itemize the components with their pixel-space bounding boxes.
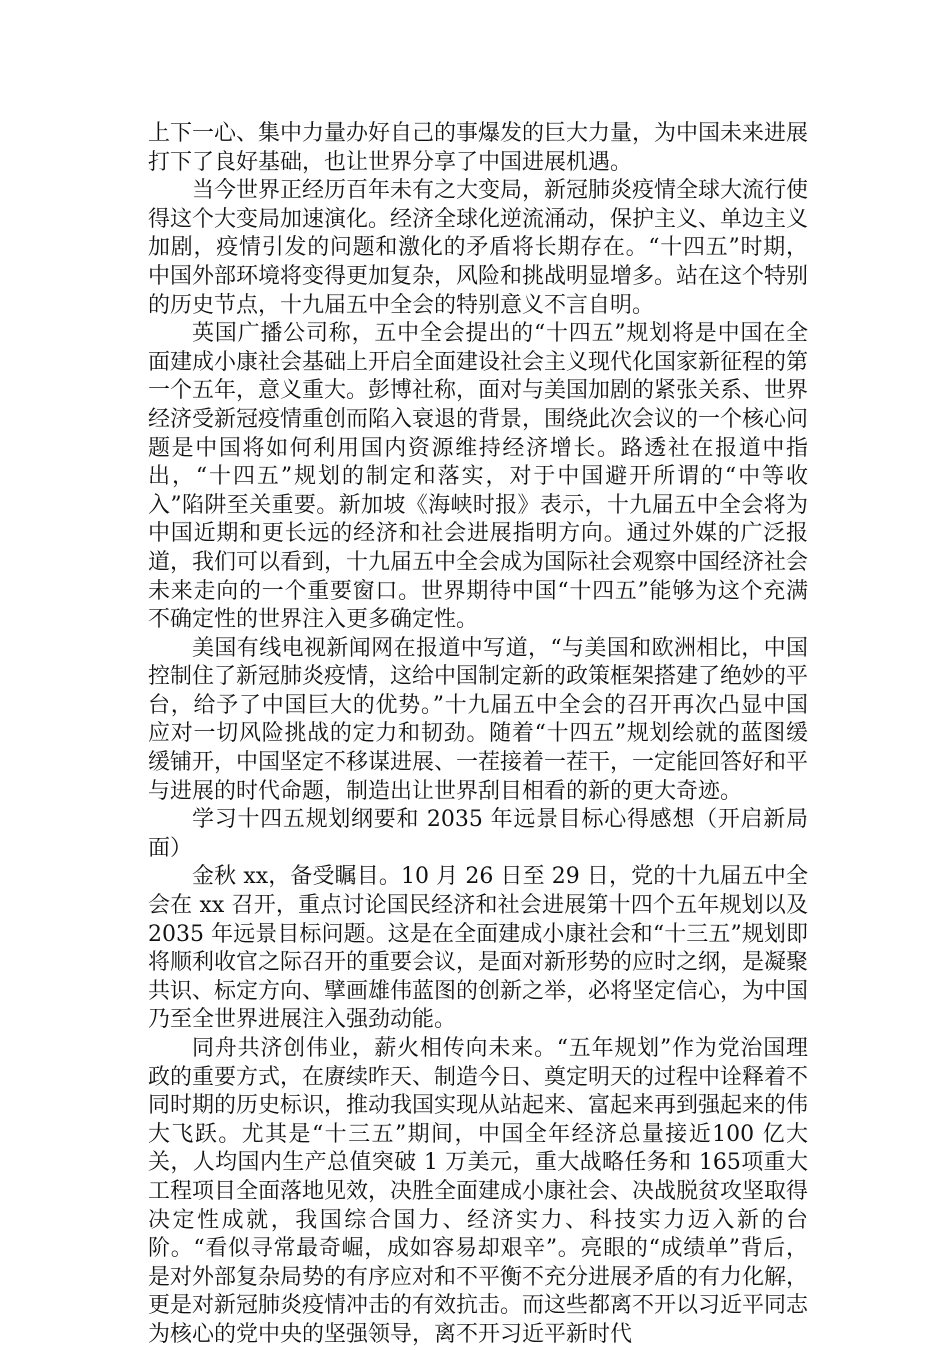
paragraph-2: 当今世界正经历百年未有之大变局，新冠肺炎疫情全球大流行使得这个大变局加速演化。经济全球化逆流涌动，保护主义、单边主义加剧，疫情引发的问题和激化的矛盾将长期存在。“十四五”时期，中国外部环境将变得更加复杂，风险和挑战明显增多。站在这个特别的历史节点，十九届五中全会的特别意义不言自明。	[148, 178, 809, 318]
paragraph-4: 美国有线电视新闻网在报道中写道，“与美国和欧洲相比，中国控制住了新冠肺炎疫情，这给中国制定新的政策框架搭建了绝妙的平台，给予了中国巨大的优势。”十九届五中全会的召开再次凸显中国应对一切风险挑战的定力和韧劲。随着“十四五”规划绘就的蓝图缓缓铺开，中国坚定不移谋进展、一茬接着一茬干，一定能回答好和平与进展的时代命题，制造出让世界刮目相看的新的更大奇迹。	[148, 635, 809, 804]
document-page	[148, 120, 808, 1350]
section-heading: 学习十四五规划纲要和 2035 年远景目标心得感想（开启新局面）	[148, 807, 808, 861]
paragraph-5: 金秋 xx，备受瞩目。10 月 26 日至 29 日，党的十九届五中全会在 xx 召开，重点讨论国民经济和社会进展第十四个五年规划以及2035 年远景目标问题。这是在全面建成小康社会和“十三五”规划即将顺利收官之际召开的重要会议，是面对新形势的应时之纲，是凝聚共识、标定方向、擘画雄伟蓝图的创新之举，必将坚定信心，为中国乃至全世界进展注入强劲动能。	[148, 864, 809, 1033]
paragraph-1: 上下一心、集中力量办好自己的事爆发的巨大力量，为中国未来进展打下了良好基础，也让世界分享了中国进展机遇。	[148, 121, 809, 175]
paragraph-6: 同舟共济创伟业，薪火相传向未来。“五年规划”作为党治国理政的重要方式，在赓续昨天、制造今日、奠定明天的过程中诠释着不同时期的历史标识，推动我国实现从站起来、富起来再到强起来的伟大飞跃。尤其是“十三五”期间，中国全年经济总量接近100 亿大关，人均国内生产总值突破 1 万美元，重大战略任务和 165项重大工程项目全面落地见效，决胜全面建成小康社会、决战脱贫攻坚取得决定性成就，我国综合国力、经济实力、科技实力迈入新的台阶。“看似寻常最奇崛，成如容易却艰辛”。亮眼的“成绩单”背后，是对外部复杂局势的有序应对和不平衡不充分进展矛盾的有力化解，更是对新冠肺炎疫情冲击的有效抗击。而这些都离不开以习近平同志为核心的党中央的坚强领导，离不开习近平新时代	[148, 1036, 809, 1347]
paragraph-3: 英国广播公司称，五中全会提出的“十四五”规划将是中国在全面建成小康社会基础上开启全面建设社会主义现代化国家新征程的第一个五年，意义重大。彭博社称，面对与美国加剧的紧张关系、世界经济受新冠疫情重创而陷入衰退的背景，围绕此次会议的一个核心问题是中国将如何利用国内资源维持经济增长。路透社在报道中指出，“十四五”规划的制定和落实，对于中国避开所谓的“中等收入”陷阱至关重要。新加坡《海峡时报》表示，十九届五中全会将为中国近期和更长远的经济和社会进展指明方向。通过外媒的广泛报道，我们可以看到，十九届五中全会成为国际社会观察中国经济社会未来走向的一个重要窗口。世界期待中国“十四五”能够为这个充满不确定性的世界注入更多确定性。	[148, 321, 809, 633]
